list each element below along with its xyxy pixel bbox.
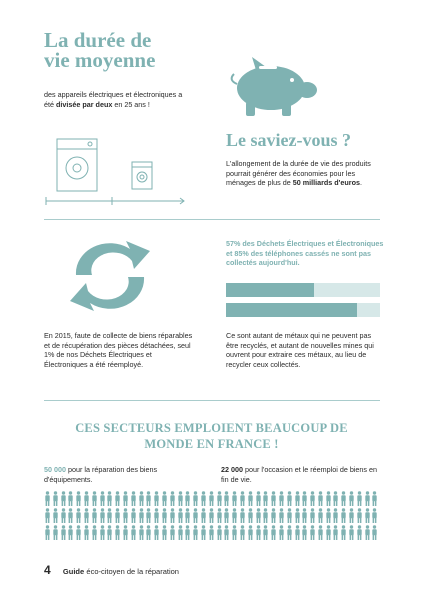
person-icon: [278, 525, 285, 540]
person-icon: [161, 508, 168, 523]
person-icon: [114, 491, 121, 506]
person-icon: [247, 525, 254, 540]
repair-jobs-text: [44, 465, 194, 484]
person-icon: [325, 508, 332, 523]
person-icon: [286, 491, 293, 506]
person-icon: [262, 491, 269, 506]
person-icon: [153, 491, 160, 506]
person-icon: [348, 508, 355, 523]
reuse-jobs-label: pour l'occasion et le réemploi de biens en fin de vie.: [221, 465, 378, 484]
person-icon: [325, 491, 332, 506]
person-icon: [169, 491, 176, 506]
person-icon: [309, 491, 316, 506]
person-icon: [332, 525, 339, 540]
person-icon: [153, 508, 160, 523]
did-you-know-post: .: [359, 178, 362, 187]
person-icon: [255, 491, 262, 506]
person-icon: [83, 491, 90, 506]
person-icon: [356, 525, 363, 540]
repair-jobs-label: pour la réparation des biens d'équipements.: [44, 465, 158, 484]
repair-jobs-number: 50 000: [44, 465, 66, 474]
person-icon: [177, 525, 184, 540]
person-icon: [161, 491, 168, 506]
person-icon: [67, 508, 74, 523]
person-icon: [177, 491, 184, 506]
person-icon: [301, 525, 308, 540]
bar-fill-phones: [226, 303, 357, 317]
person-icon: [223, 491, 230, 506]
intro-post: en 25 ans !: [114, 99, 150, 109]
did-you-know-bold: 50 milliards d'euros: [292, 178, 360, 187]
people-row: [44, 525, 380, 542]
person-icon: [294, 525, 301, 540]
person-icon: [60, 525, 67, 540]
person-icon: [208, 525, 215, 540]
page-title: La durée de vie moyenne: [44, 28, 156, 72]
person-icon: [114, 508, 121, 523]
person-icon: [75, 508, 82, 523]
person-icon: [75, 525, 82, 540]
person-icon: [356, 491, 363, 506]
person-icon: [192, 508, 199, 523]
bar-fill-electric: [226, 283, 314, 297]
person-icon: [106, 491, 113, 506]
person-icon: [325, 525, 332, 540]
person-icon: [138, 525, 145, 540]
person-icon: [255, 525, 262, 540]
person-icon: [364, 508, 371, 523]
person-icon: [184, 525, 191, 540]
did-you-know-pre: L'allongement de la durée de vie des produits pourrait générer des économies pour les ménages de plus de: [226, 159, 371, 187]
person-icon: [60, 491, 67, 506]
person-icon: [262, 508, 269, 523]
divider: [44, 400, 380, 401]
person-icon: [161, 525, 168, 540]
person-icon: [99, 508, 106, 523]
person-icon: [340, 491, 347, 506]
person-icon: [239, 508, 246, 523]
person-icon: [91, 525, 98, 540]
person-icon: [216, 508, 223, 523]
person-icon: [371, 508, 378, 523]
person-icon: [231, 491, 238, 506]
person-icon: [247, 491, 254, 506]
people-grid: [44, 491, 380, 542]
reuse-paragraph: En 2015, faute de collecte de biens réparables et de récupération des pièces détachées, seul 1% de nos Déchets Électriques et Électroniques a été réemployé.: [44, 331, 193, 369]
person-icon: [192, 525, 199, 540]
person-icon: [184, 491, 191, 506]
person-icon: [67, 491, 74, 506]
person-icon: [309, 508, 316, 523]
person-icon: [177, 508, 184, 523]
person-icon: [216, 525, 223, 540]
person-icon: [371, 491, 378, 506]
person-icon: [192, 491, 199, 506]
reuse-jobs-number: 22 000: [221, 465, 243, 474]
person-icon: [145, 525, 152, 540]
person-icon: [364, 491, 371, 506]
person-icon: [270, 508, 277, 523]
person-icon: [270, 525, 277, 540]
person-icon: [270, 491, 277, 506]
person-icon: [52, 525, 59, 540]
person-icon: [371, 525, 378, 540]
person-icon: [223, 525, 230, 540]
person-icon: [317, 491, 324, 506]
footer-guide: Guide: [62, 567, 85, 576]
person-icon: [294, 508, 301, 523]
bar-track-electric: [226, 283, 380, 297]
person-icon: [91, 508, 98, 523]
person-icon: [332, 508, 339, 523]
intro-pre: des appareils électriques et électroniques a été: [44, 90, 183, 109]
person-icon: [208, 491, 215, 506]
person-icon: [348, 525, 355, 540]
person-icon: [122, 491, 129, 506]
person-icon: [200, 525, 207, 540]
metals-paragraph: Ce sont autant de métaux qui ne peuvent pas être recyclés, et autant de nouvelles mines qui ouvrent pour extraire ces métaux, au lieu de recycler ceux collectés.: [226, 331, 374, 369]
person-icon: [317, 525, 324, 540]
person-icon: [122, 525, 129, 540]
person-icon: [223, 508, 230, 523]
person-icon: [114, 525, 121, 540]
person-icon: [44, 491, 51, 506]
person-icon: [99, 525, 106, 540]
person-icon: [364, 525, 371, 540]
person-icon: [286, 525, 293, 540]
person-icon: [216, 491, 223, 506]
person-icon: [138, 491, 145, 506]
person-icon: [106, 525, 113, 540]
person-icon: [52, 508, 59, 523]
piggy-bank-icon: [226, 52, 321, 120]
washing-machine-illustration: [44, 136, 189, 206]
reuse-jobs-text: [221, 465, 386, 484]
person-icon: [106, 508, 113, 523]
person-icon: [294, 491, 301, 506]
page-number: 4: [44, 563, 51, 577]
person-icon: [130, 525, 137, 540]
footer-subtitle: éco-citoyen de la réparation: [86, 567, 179, 576]
person-icon: [91, 491, 98, 506]
sectors-title-text: CES SECTEURS EMPLOIENT BEAUCOUP DE MONDE EN FRANCE !: [75, 421, 348, 451]
person-icon: [153, 525, 160, 540]
did-you-know-text: [226, 159, 376, 188]
collection-stat: 57% des Déchets Électriques et Électroniques et 85% des téléphones cassés ne sont pas collectés aujourd'hui.: [226, 239, 384, 267]
person-icon: [200, 508, 207, 523]
person-icon: [286, 508, 293, 523]
person-icon: [99, 491, 106, 506]
person-icon: [340, 508, 347, 523]
person-icon: [130, 491, 137, 506]
person-icon: [169, 525, 176, 540]
divider: [44, 219, 380, 220]
person-icon: [348, 491, 355, 506]
person-icon: [301, 508, 308, 523]
person-icon: [239, 491, 246, 506]
person-icon: [169, 508, 176, 523]
person-icon: [52, 491, 59, 506]
person-icon: [184, 508, 191, 523]
person-icon: [262, 525, 269, 540]
person-icon: [83, 525, 90, 540]
person-icon: [208, 508, 215, 523]
person-icon: [247, 508, 254, 523]
recycle-arrows-icon: [62, 237, 158, 315]
person-icon: [60, 508, 67, 523]
person-icon: [145, 508, 152, 523]
person-icon: [278, 491, 285, 506]
person-icon: [200, 491, 207, 506]
bar-track-phones: [226, 303, 380, 317]
washing-machine-icon-small: [132, 162, 152, 189]
person-icon: [44, 525, 51, 540]
person-icon: [239, 525, 246, 540]
person-icon: [255, 508, 262, 523]
people-row: [44, 508, 380, 525]
person-icon: [122, 508, 129, 523]
person-icon: [340, 525, 347, 540]
people-row: [44, 491, 380, 508]
person-icon: [130, 508, 137, 523]
person-icon: [67, 525, 74, 540]
person-icon: [145, 491, 152, 506]
person-icon: [231, 525, 238, 540]
person-icon: [301, 491, 308, 506]
intro-text: [44, 90, 184, 109]
person-icon: [231, 508, 238, 523]
person-icon: [278, 508, 285, 523]
person-icon: [317, 508, 324, 523]
did-you-know-title: Le saviez-vous ?: [226, 130, 351, 150]
person-icon: [356, 508, 363, 523]
person-icon: [83, 508, 90, 523]
intro-bold: divisée par deux: [56, 99, 113, 109]
person-icon: [309, 525, 316, 540]
person-icon: [138, 508, 145, 523]
person-icon: [75, 491, 82, 506]
person-icon: [332, 491, 339, 506]
sectors-title: [0, 420, 423, 452]
footer: [44, 563, 179, 577]
person-icon: [44, 508, 51, 523]
washing-machine-icon-large: [57, 139, 97, 191]
